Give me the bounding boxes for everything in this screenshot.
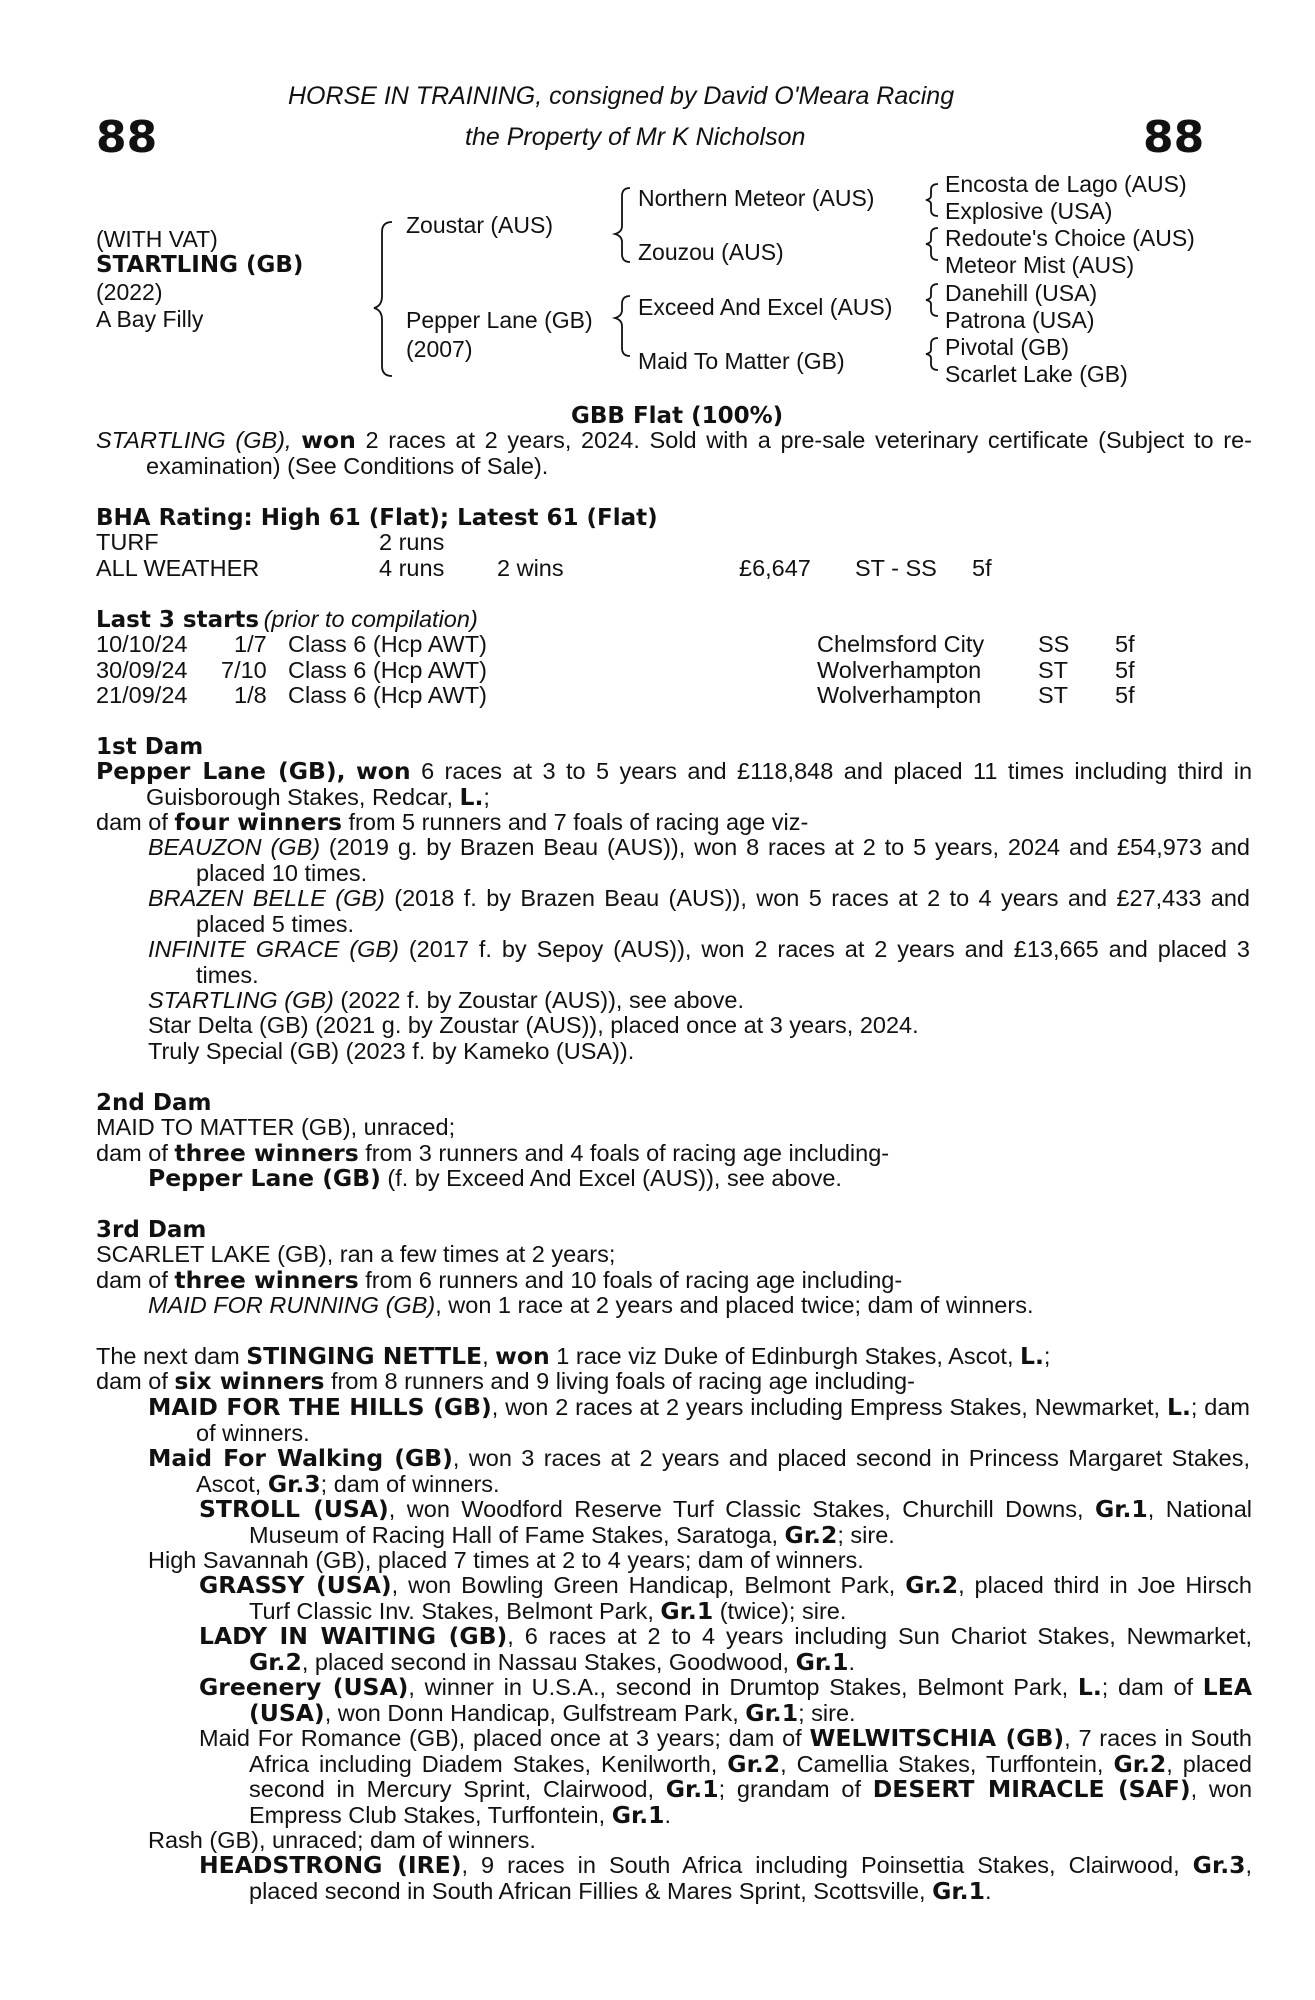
dam-dam-name: Maid To Matter (GB) [638, 348, 845, 374]
brace-main [374, 222, 392, 376]
dam1-progeny-beauzon: BEAUZON (GB) (2019 g. by Brazen Beau (AUS)), won 8 races at 2 to 5 years, 2024 and £54,973 and placed 10 times. [148, 834, 1250, 886]
rating-aw-track: ST - SS [855, 555, 937, 581]
brace-g56 [926, 284, 938, 316]
start-row-3-surf: ST [1038, 682, 1069, 708]
start-row-2-course: Wolverhampton [817, 657, 982, 683]
grandparent-6: Patrona (USA) [945, 307, 1095, 333]
entry-rash: Rash (GB), unraced; dam of winners. [148, 1827, 536, 1853]
grandparent-8: Scarlet Lake (GB) [945, 361, 1128, 387]
lot-number-left: 88 [96, 112, 158, 163]
start-row-3-class: Class 6 (Hcp AWT) [288, 682, 487, 708]
start-row-2-dist: 5f [1115, 657, 1135, 683]
sire-name: Zoustar (AUS) [406, 212, 553, 238]
rating-aw-surface: ALL WEATHER [96, 555, 260, 581]
start-row-3-pos: 1/8 [234, 682, 267, 708]
start-row-1-date: 10/10/24 [96, 631, 188, 657]
start-row-1-surf: SS [1038, 631, 1070, 657]
sire-sire-name: Northern Meteor (AUS) [638, 185, 875, 211]
rating-turf-surface: TURF [96, 529, 159, 555]
header-consignor: HORSE IN TRAINING, consigned by David O'Meara Racing [288, 82, 955, 110]
vat-label: (WITH VAT) [96, 226, 218, 252]
entry-maid-for-the-hills: MAID FOR THE HILLS (GB), won 2 races at 2 years including Empress Stakes, Newmarket, L.; dam of winners. [148, 1393, 1250, 1446]
dam1-heading: 1st Dam [96, 734, 204, 760]
brace-g34 [926, 228, 938, 260]
start-row-1-class: Class 6 (Hcp AWT) [288, 631, 487, 657]
grandparent-5: Danehill (USA) [945, 280, 1098, 306]
brace-dam [615, 296, 630, 356]
dam2-heading: 2nd Dam [96, 1090, 212, 1116]
start-row-3-date: 21/09/24 [96, 682, 188, 708]
gbb-rating: GBB Flat (100%) [571, 403, 784, 429]
dam2-record: MAID TO MATTER (GB), unraced; [96, 1114, 456, 1140]
rating-aw-prize: £6,647 [739, 555, 811, 581]
entry-maid-for-romance: Maid For Romance (GB), placed once at 3 years; dam of WELWITSCHIA (GB), 7 races in South Africa including Diadem Stakes, Kenilworth, Gr.2, Camellia Stakes, Turffontein, Gr.2, placed second in Mercury Sprint, Clairwood, Gr.1; grandam of DESERT MIRACLE (SAF), won Empress Club Stakes, Turffontein, Gr.1. [199, 1724, 1253, 1829]
intro-text: 2 races at 2 years, 2024. Sold with a pre-sale veterinary certificate (Subject to re-examination) (See Conditions of Sale). [146, 427, 1253, 479]
entry-greenery: Greenery (USA), winner in U.S.A., second in Drumtop Stakes, Belmont Park, L.; dam of LEA (USA), won Donn Handicap, Gulfstream Park, Gr.1; sire. [199, 1673, 1253, 1727]
lot-number-right: 88 [1143, 112, 1205, 163]
dam1-progeny-startling: STARTLING (GB) (2022 f. by Zoustar (AUS)), see above. [148, 987, 744, 1013]
dam3-heading: 3rd Dam [96, 1217, 207, 1243]
entry-lady-in-waiting: LADY IN WAITING (GB), 6 races at 2 to 4 years including Sun Chariot Stakes, Newmarket, Gr.2, placed second in Nassau Stakes, Goodwood, Gr.1. [199, 1622, 1253, 1676]
grandparent-3: Redoute's Choice (AUS) [945, 225, 1195, 251]
sire-dam-name: Zouzou (AUS) [638, 239, 784, 265]
start-row-3-dist: 5f [1115, 682, 1135, 708]
intro-horse-name: STARTLING (GB), [96, 427, 292, 453]
grandparent-1: Encosta de Lago (AUS) [945, 171, 1187, 197]
start-row-2-surf: ST [1038, 657, 1069, 683]
dam-year: (2007) [406, 336, 473, 362]
grandparent-2: Explosive (USA) [945, 198, 1113, 224]
start-row-1-course: Chelmsford City [817, 631, 985, 657]
bha-rating-heading: BHA Rating: High 61 (Flat); Latest 61 (Flat) [96, 505, 658, 531]
start-row-1-dist: 5f [1115, 631, 1135, 657]
dam2-produce-summary: dam of three winners from 3 runners and 4 foals of racing age including- [96, 1139, 890, 1167]
entry-stroll: STROLL (USA), won Woodford Reserve Turf Classic Stakes, Churchill Downs, Gr.1, National Museum of Racing Hall of Fame Stakes, Saratoga, Gr.2; sire. [199, 1495, 1252, 1549]
start-row-2-date: 30/09/24 [96, 657, 188, 683]
grandparent-7: Pivotal (GB) [945, 334, 1069, 360]
entry-high-savannah: High Savannah (GB), placed 7 times at 2 to 4 years; dam of winners. [148, 1547, 864, 1573]
dam-sire-name: Exceed And Excel (AUS) [638, 294, 893, 320]
grandparent-4: Meteor Mist (AUS) [945, 252, 1135, 278]
dam1-progeny-brazen-belle: BRAZEN BELLE (GB) (2018 f. by Brazen Beau (AUS)), won 5 races at 2 to 4 years and £27,433 and placed 5 times. [148, 885, 1250, 937]
dam3-record: SCARLET LAKE (GB), ran a few times at 2 years; [96, 1241, 616, 1267]
rating-aw-dist: 5f [972, 555, 992, 581]
rating-turf-runs: 2 runs [379, 529, 445, 555]
horse-description: A Bay Filly [96, 306, 204, 332]
dam3-progeny-maid-for-running: MAID FOR RUNNING (GB), won 1 race at 2 years and placed twice; dam of winners. [148, 1292, 1034, 1318]
dam3-produce-summary: dam of three winners from 6 runners and 10 foals of racing age including- [96, 1266, 903, 1294]
dam-name: Pepper Lane (GB) [406, 307, 593, 333]
entry-headstrong: HEADSTRONG (IRE), 9 races in South Africa including Poinsettia Stakes, Clairwood, Gr.3, placed second in South African Fillies & Mares Sprint, Scottsville, Gr.1. [199, 1851, 1253, 1905]
intro-paragraph [96, 428, 1252, 479]
dam1-record: Pepper Lane (GB), won 6 races at 3 to 5 years and £118,848 and placed 11 times including third in Guisborough Stakes, Redcar, L.; [96, 757, 1253, 811]
nextdam-record: The next dam STINGING NETTLE, won 1 race viz Duke of Edinburgh Stakes, Ascot, L.; [96, 1342, 1051, 1370]
dam2-progeny-pepper-lane: Pepper Lane (GB) (f. by Exceed And Excel (AUS)), see above. [148, 1164, 842, 1192]
dam1-produce-summary: dam of four winners from 5 runners and 7 foals of racing age viz- [96, 808, 809, 836]
start-row-2-class: Class 6 (Hcp AWT) [288, 657, 487, 683]
brace-sire [615, 188, 630, 262]
rating-aw-wins: 2 wins [497, 555, 564, 581]
entry-grassy: GRASSY (USA), won Bowling Green Handicap, Belmont Park, Gr.2, placed third in Joe Hirsch Turf Classic Inv. Stakes, Belmont Park, Gr.1 (twice); sire. [199, 1571, 1253, 1625]
horse-name: STARTLING (GB) [96, 252, 304, 278]
rating-aw-runs: 4 runs [379, 555, 445, 581]
horse-year: (2022) [96, 279, 163, 305]
intro-won: won [301, 426, 356, 454]
start-row-1-pos: 1/7 [234, 631, 267, 657]
dam1-progeny-truly-special: Truly Special (GB) (2023 f. by Kameko (USA)). [148, 1038, 635, 1064]
dam1-progeny-star-delta: Star Delta (GB) (2021 g. by Zoustar (AUS)), placed once at 3 years, 2024. [148, 1012, 919, 1038]
nextdam-produce-summary: dam of six winners from 8 runners and 9 living foals of racing age including- [96, 1367, 915, 1395]
start-row-3-course: Wolverhampton [817, 682, 982, 708]
start-row-2-pos: 7/10 [221, 657, 267, 683]
entry-maid-for-walking: Maid For Walking (GB), won 3 races at 2 years and placed second in Princess Margaret Stakes, Ascot, Gr.3; dam of winners. [148, 1444, 1250, 1498]
dam1-progeny-infinite-grace: INFINITE GRACE (GB) (2017 f. by Sepoy (AUS)), won 2 races at 2 years and £13,665 and placed 3 times. [148, 936, 1250, 988]
last-starts-heading: Last 3 starts (prior to compilation) [96, 606, 478, 633]
header-property: the Property of Mr K Nicholson [465, 123, 806, 151]
brace-g78 [926, 338, 938, 370]
brace-g12 [926, 184, 938, 216]
